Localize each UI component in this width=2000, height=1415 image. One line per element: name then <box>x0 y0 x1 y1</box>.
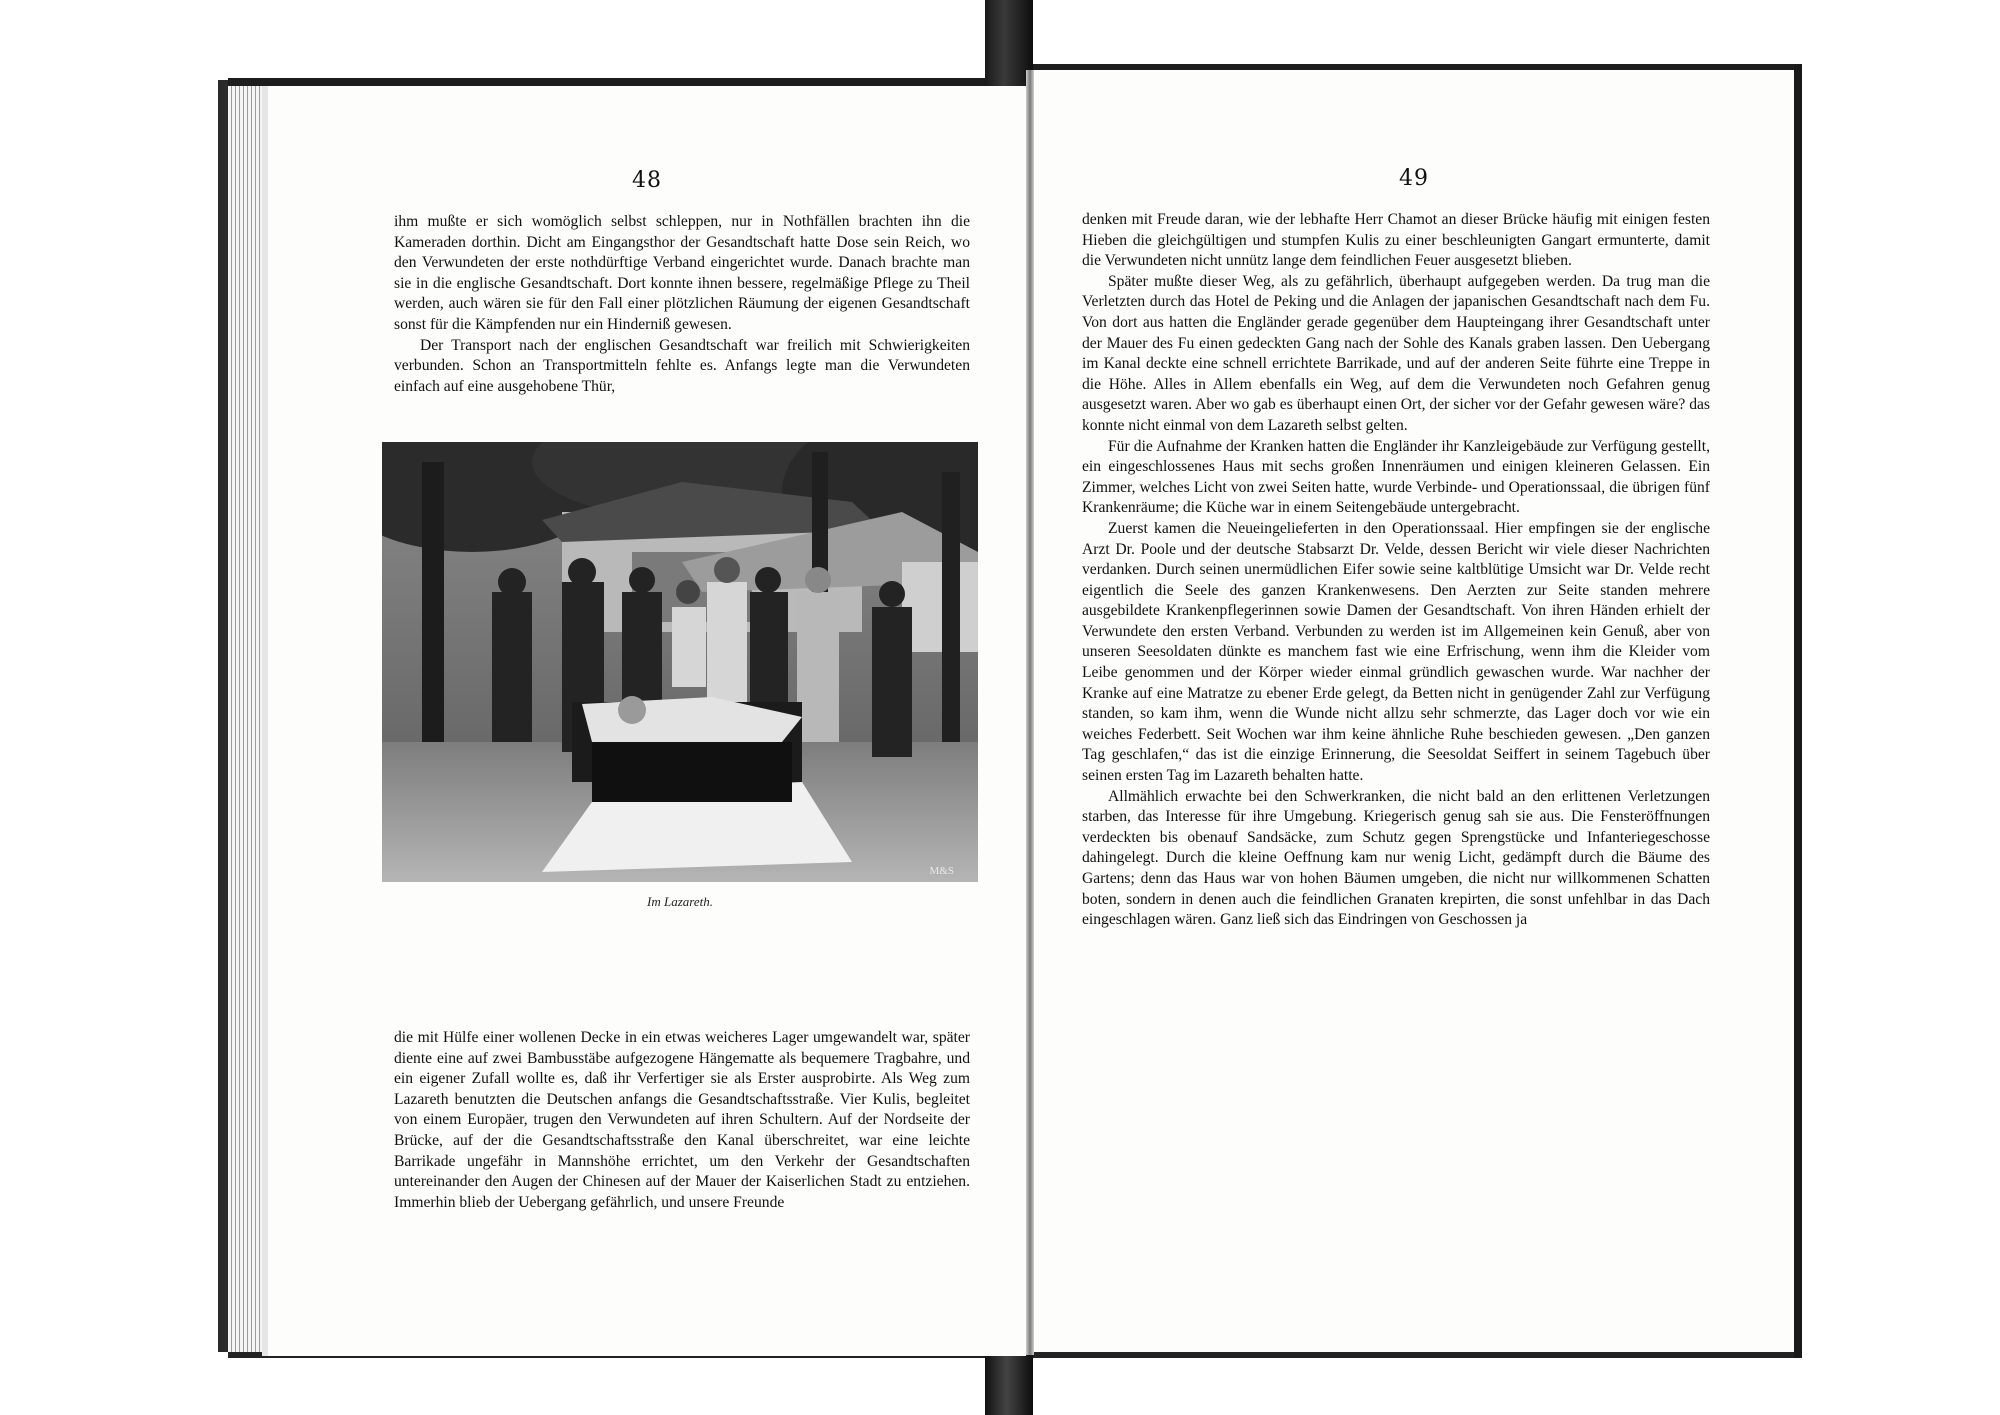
paragraph: Später mußte dieser Weg, als zu gefährlich, überhaupt aufgegeben werden. Da trug man die Verletzten durch das Hotel de Peking und die Anlagen der japanischen Gesandtschaft nach dem Fu. Von dort aus hatten die Engländer gerade gegenüber dem Haupteingang ihrer Gesandtschaft unter der Mauer des Fu einen gedeckten Gang nach der Sohle des Kanals graben lassen. Den Uebergang im Kanal deckte eine schnell errichtete Barrikade, und auf der anderen Seite führte eine Treppe in die Höhe. Alles in Allem ebenfalls ein Weg, auf dem die Verwundeten noch Gefahren genug ausgesetzt waren. Aber wo gab es überhaupt einen Ort, der sicher vor der Gefahr gewesen wäre? das konnte nicht einmal von dem Lazareth selbst gelten. <box>1082 272 1710 434</box>
photo-caption: Im Lazareth. <box>647 894 713 909</box>
left-page <box>268 86 1026 1356</box>
paragraph: denken mit Freude daran, wie der lebhafte Herr Chamot an dieser Brücke häufig mit einigen festen Hieben die gleichgültigen und stumpfen Kulis zu einer beschleunigten Gangart ermunterte, damit die Verwundeten nicht unnütz lange dem feindlichen Feuer ausgesetzt blieben. <box>1082 211 1710 270</box>
photo-signature: M&S <box>929 865 954 877</box>
left-text-top <box>394 212 970 397</box>
paragraph: Allmählich erwachte bei den Schwerkranken, die nicht bald an den erlittenen Verletzungen starben, das Interesse für ihre Umgebung. Kriegerisch genug sah sie aus. Die Fensteröffnungen verdeckten bis obenauf Sandsäcke, zum Schutz gegen Sprengstücke und Infanteriegeschosse dahingelegt. Durch die kleine Oeffnung kam nur wenig Licht, gedämpft durch die Bäume des Gartens; denn das Haus war von hohen Bäumen umgeben, die nicht nur willkommenen Schatten boten, sondern in denen auch die feindlichen Granaten krepirten, die sonst unfehlbar in das Dach eingeschlagen wären. Ganz ließ sich das Eindringen von Geschossen ja <box>1082 787 1710 929</box>
left-text-bottom <box>394 1028 970 1213</box>
scan-border-left <box>218 80 228 1352</box>
page-stack-edge <box>228 84 268 1354</box>
page-number-right: 49 <box>1399 166 1429 191</box>
page-number-left: 48 <box>632 168 662 193</box>
paragraph: ihm mußte er sich womöglich selbst schleppen, nur in Nothfällen brachten ihn die Kameraden dorthin. Dicht am Eingangsthor der Gesandtschaft hatte Dose sein Reich, wo den Verwundeten der erste nothdürftige Verband eingerichtet wurde. Danach brachte man sie in die englische Gesandtschaft. Dort konnte ihnen bessere, regelmäßige Pflege zu Theil werden, auch wären sie für den Fall einer plötzlichen Räumung der eigenen Gesandtschaft sonst für die Kämpfenden nur ein Hinderniß gewesen. <box>394 213 970 333</box>
photo-illustration <box>382 442 978 882</box>
right-page <box>1034 70 1794 1352</box>
paragraph: Der Transport nach der englischen Gesandtschaft war freilich mit Schwierigkeiten verbunden. Schon an Transportmitteln fehlte es. Anfangs legte man die Verwundeten einfach auf eine ausgehobene Thür, <box>394 336 970 395</box>
paragraph: Für die Aufnahme der Kranken hatten die Engländer ihr Kanzleigebäude zur Verfügung gestellt, ein eingeschlossenes Haus mit sechs großen Innenräumen und einigen kleineren Gelassen. Ein Zimmer, welches Licht von zwei Seiten hatte, wurde Verbinde- und Operationssaal, die übrigen fünf Krankenräume; die Küche war in einem Seitengebäude untergebracht. <box>1082 437 1710 517</box>
lazareth-photograph <box>382 442 978 882</box>
paragraph: die mit Hülfe einer wollenen Decke in ein etwas weicheres Lager umgewandelt war, später diente eine auf zwei Bambusstäbe aufgezogene Hängematte als bequemere Tragbahre, und ein eigener Zufall wollte es, daß ihr Verfertiger sie als Erster ausprobirte. Als Weg zum Lazareth benutzten die Deutschen anfangs die Gesandtschaftsstraße. Vier Kulis, begleitet von einem Europäer, trugen den Verwundeten auf ihren Schultern. Auf der Nordseite der Brücke, auf der die Gesandtschaftsstraße den Kanal überschreitet, war eine leichte Barrikade ungefähr in Mannshöhe errichtet, um den Verkehr der Gesandtschaften untereinander den Augen der Chinesen auf der Mauer der Kaiserlichen Stadt zu entziehen. Immerhin blieb der Uebergang gefährlich, und unsere Freunde <box>394 1029 970 1211</box>
paragraph: Zuerst kamen die Neueingelieferten in den Operationssaal. Hier empfingen sie der englische Arzt Dr. Poole und der deutsche Stabsarzt Dr. Velde, dessen Bericht wir viele dieser Nachrichten verdanken. Durch seinen unermüdlichen Eifer sowie seine kaltblütige Umsicht war Dr. Velde recht eigentlich die Seele des ganzen Krankenwesens. Den Aerzten zur Seite standen mehrere ausgebildete Krankenpflegerinnen sowie Damen der Gesandtschaft. Von ihren Händen erhielt der Verwundete den ersten Verband. Verbunden zu werden ist im Allgemeinen kein Genuß, aber von unseren Seesoldaten dünkte es manchem fast wie eine Erfrischung, wenn ihm die Kleider vom Leibe genommen und der Körper wieder einmal gründlich gewaschen wurde. War nachher der Kranke auf eine Matratze zu ebener Erde gelegt, da Betten nicht in genügender Zahl zur Verfügung standen, so kam ihm, wenn die Wunde nicht allzu sehr schmerzte, das Lager doch vor wie ein weiches Federbett. Seit Wochen war ihm keine ähnliche Ruhe beschieden gewesen. „Den ganzen Tag geschlafen,“ das ist die einzige Erinnerung, die Seesoldat Seiffert in seinem Tagebuch über seinen ersten Tag im Lazareth behalten hatte. <box>1082 519 1710 785</box>
scan-border-top-left <box>228 78 1028 86</box>
right-text <box>1082 210 1710 931</box>
book-gutter <box>1026 70 1034 1355</box>
scan-border-right <box>1794 64 1802 1358</box>
